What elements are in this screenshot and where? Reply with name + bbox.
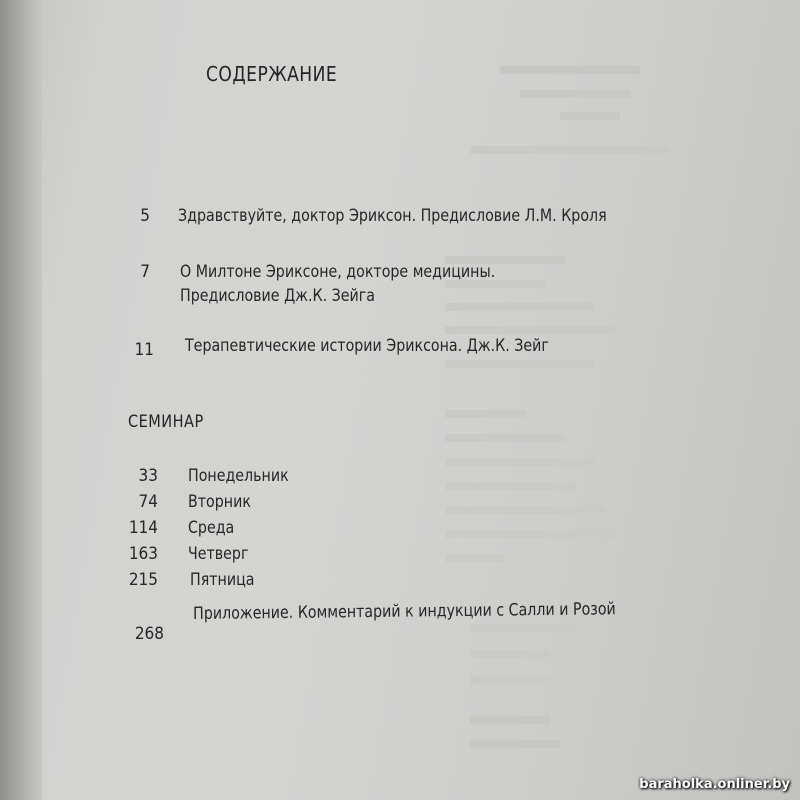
seminar-entry-page-number: 215: [128, 570, 158, 590]
seminar-entry-page-number: 114: [128, 518, 158, 538]
seminar-entry-page-number: 74: [138, 492, 158, 512]
toc-entry-title: О Милтоне Эриксоне, докторе медицины.: [180, 262, 496, 282]
appendix-title: Приложение. Комментарий к индукции с Салли и Розой: [193, 599, 616, 624]
seminar-entry-title: Четверг: [188, 544, 249, 564]
seminar-entry-title: Вторник: [188, 492, 251, 512]
seminar-entry-title: Среда: [188, 518, 235, 538]
seminar-entry-title: Понедельник: [188, 466, 289, 486]
toc-entry-page-number: 7: [140, 262, 150, 282]
toc-title: СОДЕРЖАНИЕ: [206, 62, 338, 86]
seminar-entry-page-number: 33: [138, 466, 158, 486]
toc-entry-page-number: 5: [140, 206, 150, 226]
seminar-entry-title: Пятница: [190, 570, 255, 590]
toc-entry-title: Здравствуйте, доктор Эриксон. Предисловие Л.М. Кроля: [178, 206, 607, 226]
appendix-page-number: 268: [134, 624, 164, 644]
watermark: baraholka.onliner.by: [639, 777, 790, 792]
book-gutter-shadow: [0, 0, 42, 800]
toc-entry-page-number: 11: [134, 340, 154, 360]
toc-entry-title-continued: Предисловие Дж.К. Зейга: [180, 286, 375, 306]
toc-entry-title: Терапевтические истории Эриксона. Дж.К. Зейг: [185, 336, 549, 356]
seminar-section-title: СЕМИНАР: [128, 412, 204, 432]
seminar-entry-page-number: 163: [128, 544, 158, 564]
